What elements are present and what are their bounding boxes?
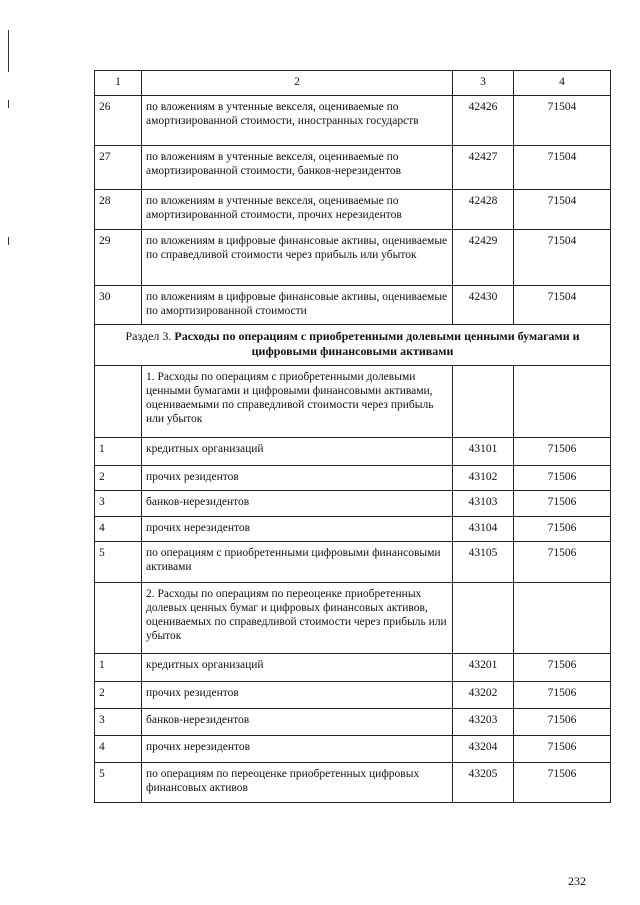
row-number: 3 <box>95 491 142 517</box>
table-row <box>95 736 611 763</box>
table-row <box>95 190 611 230</box>
row-description: по вложениям в цифровые финансовые активы, оцениваемые по амортизированной стоимости <box>142 286 453 325</box>
row-account: 71506 <box>514 517 611 542</box>
empty-cell <box>95 583 142 654</box>
row-description: банков-нерезидентов <box>142 709 453 736</box>
row-description: прочих нерезидентов <box>142 736 453 763</box>
row-number: 2 <box>95 682 142 709</box>
group-heading-row <box>95 366 611 438</box>
row-account: 71504 <box>514 190 611 230</box>
row-description: прочих резидентов <box>142 682 453 709</box>
row-number: 26 <box>95 96 142 146</box>
row-account: 71506 <box>514 491 611 517</box>
row-description: по операциям по переоценке приобретенных цифровых финансовых активов <box>142 763 453 803</box>
row-account: 71504 <box>514 230 611 286</box>
accounts-table <box>94 70 611 803</box>
row-number: 4 <box>95 736 142 763</box>
group-heading-row <box>95 583 611 654</box>
row-number: 1 <box>95 654 142 682</box>
row-number: 4 <box>95 517 142 542</box>
table-row <box>95 709 611 736</box>
row-account: 71506 <box>514 438 611 466</box>
table-header-row <box>95 71 611 96</box>
row-account: 71504 <box>514 286 611 325</box>
section-row <box>95 325 611 366</box>
row-description: по вложениям в учтенные векселя, оцениваемые по амортизированной стоимости, прочих нерезидентов <box>142 190 453 230</box>
row-code: 43101 <box>453 438 514 466</box>
empty-cell <box>453 583 514 654</box>
row-number: 28 <box>95 190 142 230</box>
row-number: 29 <box>95 230 142 286</box>
row-description: кредитных организаций <box>142 438 453 466</box>
row-code: 42426 <box>453 96 514 146</box>
row-number: 5 <box>95 542 142 583</box>
row-account: 71506 <box>514 466 611 491</box>
col-header-3: 3 <box>453 71 514 96</box>
empty-cell <box>453 366 514 438</box>
row-number: 2 <box>95 466 142 491</box>
section-heading <box>95 325 611 366</box>
row-account: 71506 <box>514 709 611 736</box>
margin-mark <box>8 237 9 245</box>
row-account: 71506 <box>514 654 611 682</box>
empty-cell <box>514 366 611 438</box>
col-header-1: 1 <box>95 71 142 96</box>
row-code: 43102 <box>453 466 514 491</box>
row-account: 71506 <box>514 542 611 583</box>
row-account: 71506 <box>514 736 611 763</box>
row-account: 71506 <box>514 763 611 803</box>
table-row <box>95 286 611 325</box>
row-description: по операциям с приобретенными цифровыми финансовыми активами <box>142 542 453 583</box>
row-number: 5 <box>95 763 142 803</box>
table-row <box>95 96 611 146</box>
row-code: 42427 <box>453 146 514 190</box>
row-number: 30 <box>95 286 142 325</box>
group-title: 1. Расходы по операциям с приобретенными долевыми ценными бумагами и цифровыми финансовыми активами, оцениваемыми по справедливой стоимости через прибыль или убыток <box>142 366 453 438</box>
row-account: 71506 <box>514 682 611 709</box>
table-row <box>95 682 611 709</box>
table-row <box>95 230 611 286</box>
table-row <box>95 763 611 803</box>
row-description: банков-нерезидентов <box>142 491 453 517</box>
table-row <box>95 654 611 682</box>
row-code: 42430 <box>453 286 514 325</box>
row-code: 43205 <box>453 763 514 803</box>
empty-cell <box>514 583 611 654</box>
table-row <box>95 491 611 517</box>
col-header-2: 2 <box>142 71 453 96</box>
row-code: 43201 <box>453 654 514 682</box>
row-account: 71504 <box>514 146 611 190</box>
row-description: кредитных организаций <box>142 654 453 682</box>
row-code: 43203 <box>453 709 514 736</box>
margin-mark <box>8 30 9 72</box>
row-description: прочих резидентов <box>142 466 453 491</box>
row-number: 27 <box>95 146 142 190</box>
section-prefix: Раздел 3. <box>125 329 175 343</box>
table-row <box>95 517 611 542</box>
table-row <box>95 542 611 583</box>
row-code: 43202 <box>453 682 514 709</box>
group-title: 2. Расходы по операциям по переоценке приобретенных долевых ценных бумаг и цифровых финансовых активов, оцениваемых по справедливой стоимости через прибыль или убыток <box>142 583 453 654</box>
row-description: прочих нерезидентов <box>142 517 453 542</box>
row-description: по вложениям в учтенные векселя, оцениваемые по амортизированной стоимости, иностранных государств <box>142 96 453 146</box>
row-code: 43105 <box>453 542 514 583</box>
row-description: по вложениям в цифровые финансовые активы, оцениваемые по справедливой стоимости через прибыль или убыток <box>142 230 453 286</box>
table-row <box>95 146 611 190</box>
page-number: 232 <box>568 874 586 888</box>
row-code: 42428 <box>453 190 514 230</box>
row-account: 71504 <box>514 96 611 146</box>
row-description: по вложениям в учтенные векселя, оцениваемые по амортизированной стоимости, банков-нерезидентов <box>142 146 453 190</box>
empty-cell <box>95 366 142 438</box>
section-title: Расходы по операциям с приобретенными долевыми ценными бумагами и цифровыми финансовыми активами <box>174 329 580 358</box>
table-row <box>95 466 611 491</box>
table-row <box>95 438 611 466</box>
row-number: 1 <box>95 438 142 466</box>
row-code: 43104 <box>453 517 514 542</box>
col-header-4: 4 <box>514 71 611 96</box>
margin-mark <box>8 100 9 108</box>
row-code: 43103 <box>453 491 514 517</box>
row-code: 42429 <box>453 230 514 286</box>
row-number: 3 <box>95 709 142 736</box>
row-code: 43204 <box>453 736 514 763</box>
